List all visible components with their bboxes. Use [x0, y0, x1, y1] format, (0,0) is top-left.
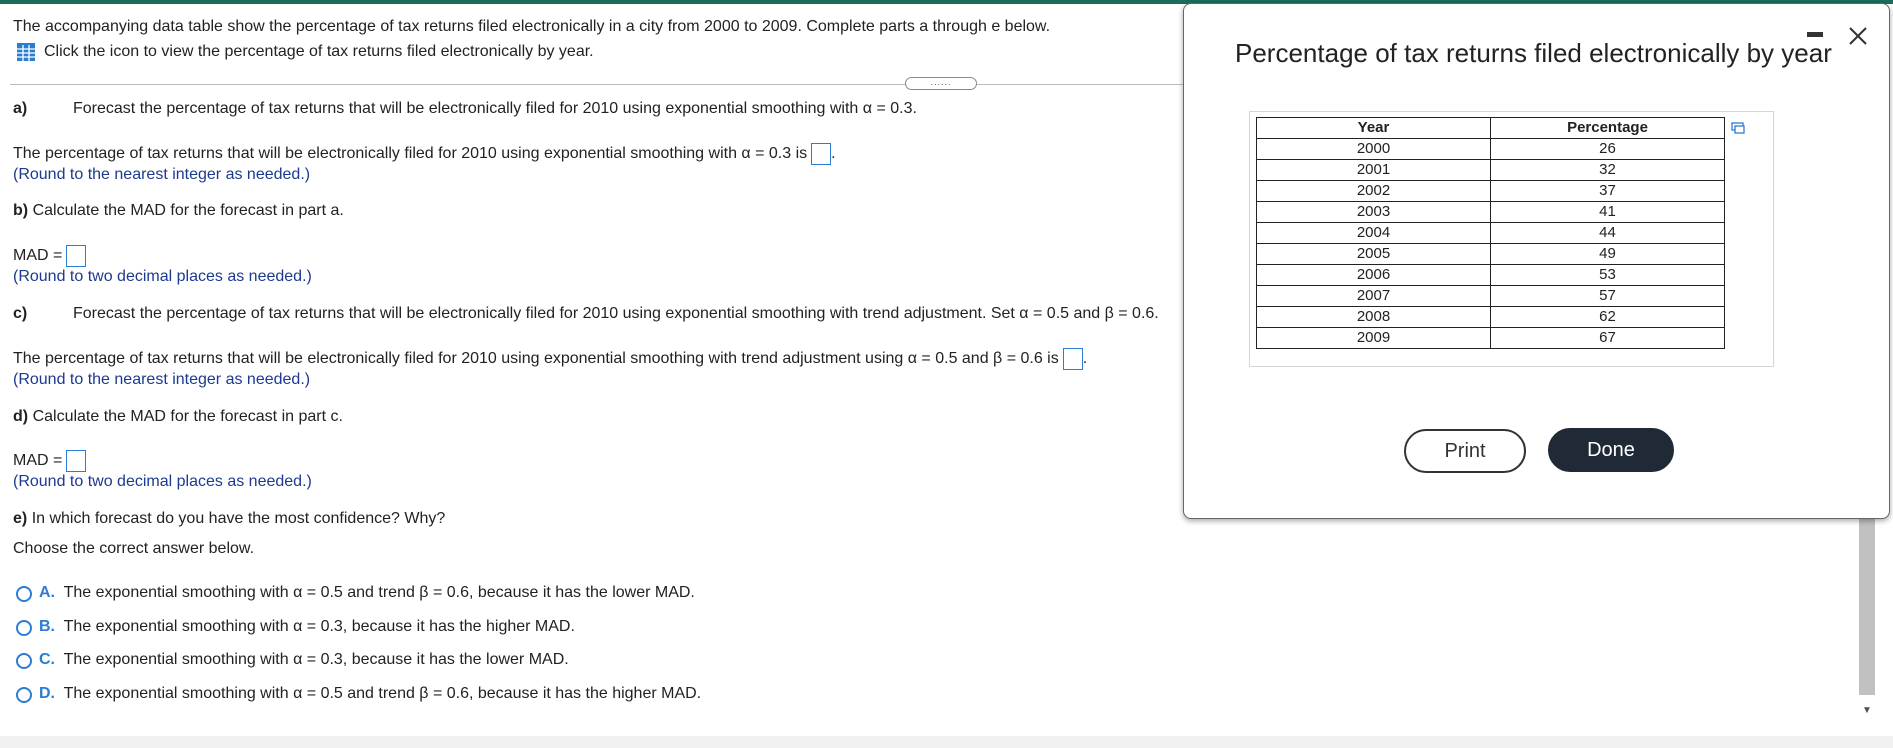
part-b-mad-input[interactable]	[66, 245, 86, 267]
part-b-label: b)	[13, 202, 29, 219]
year-cell: 2004	[1257, 223, 1491, 244]
option-c-radio[interactable]	[16, 653, 32, 669]
table-header-row	[1257, 118, 1725, 139]
part-e-row	[13, 510, 445, 528]
section-divider	[10, 84, 1190, 85]
percentage-cell: 44	[1491, 223, 1725, 244]
part-c-hint: (Round to the nearest integer as needed.)	[13, 371, 311, 388]
option-c-text: The exponential smoothing with α = 0.3, because it has the lower MAD.	[63, 651, 569, 668]
part-c-instruction: Forecast the percentage of tax returns that will be electronically filed for 2010 using exponential smoothing with trend adjustment. Set α = 0.5 and β = 0.6.	[73, 305, 1159, 322]
year-cell: 2009	[1257, 328, 1491, 349]
percentage-cell: 62	[1491, 307, 1725, 328]
percentage-cell: 32	[1491, 160, 1725, 181]
percentage-cell: 37	[1491, 181, 1725, 202]
column-header-percentage: Percentage	[1491, 118, 1725, 139]
part-c-answer-input[interactable]	[1063, 348, 1083, 370]
table-row	[1257, 265, 1725, 286]
option-c-letter: C.	[39, 651, 55, 668]
option-b-text: The exponential smoothing with α = 0.3, because it has the higher MAD.	[63, 618, 575, 635]
option-b-letter: B.	[39, 618, 55, 635]
option-a-radio[interactable]	[16, 586, 32, 602]
option-b[interactable]	[39, 618, 575, 636]
part-b-hint: (Round to two decimal places as needed.)	[13, 268, 312, 285]
percentage-cell: 53	[1491, 265, 1725, 286]
data-table-dialog	[1183, 3, 1890, 519]
divider-drag-handle[interactable]: ......	[905, 77, 977, 90]
table-icon[interactable]	[16, 42, 36, 62]
view-data-link-label[interactable]: Click the icon to view the percentage of tax returns filed electronically by year.	[44, 43, 594, 61]
option-d-letter: D.	[39, 685, 55, 702]
part-b-row	[13, 202, 344, 220]
column-header-year: Year	[1257, 118, 1491, 139]
tax-returns-table	[1256, 117, 1725, 349]
part-c-label: c)	[13, 305, 28, 322]
year-cell: 2001	[1257, 160, 1491, 181]
minimize-icon[interactable]	[1807, 32, 1823, 37]
part-e-label: e)	[13, 510, 28, 527]
copy-table-icon[interactable]	[1731, 122, 1745, 134]
table-row	[1257, 223, 1725, 244]
part-b-instruction: Calculate the MAD for the forecast in part a.	[32, 202, 344, 219]
option-a-letter: A.	[39, 584, 55, 601]
part-a-instruction: Forecast the percentage of tax returns that will be electronically filed for 2010 using exponential smoothing with α = 0.3.	[73, 100, 917, 117]
scrollbar-thumb[interactable]	[1859, 515, 1875, 695]
option-a[interactable]	[39, 584, 695, 602]
part-a-answer-input[interactable]	[811, 143, 831, 165]
year-cell: 2006	[1257, 265, 1491, 286]
part-b-mad-label: MAD =	[13, 247, 63, 265]
option-d-text: The exponential smoothing with α = 0.5 and trend β = 0.6, because it has the higher MAD.	[63, 685, 702, 702]
year-cell: 2000	[1257, 139, 1491, 160]
close-icon[interactable]	[1846, 24, 1870, 48]
option-c[interactable]	[39, 651, 569, 669]
option-b-radio[interactable]	[16, 620, 32, 636]
part-d-mad-input[interactable]	[66, 450, 86, 472]
part-c-period: .	[1082, 350, 1088, 368]
table-row	[1257, 307, 1725, 328]
percentage-cell: 41	[1491, 202, 1725, 223]
option-d-radio[interactable]	[16, 687, 32, 703]
percentage-cell: 57	[1491, 286, 1725, 307]
part-a-hint: (Round to the nearest integer as needed.)	[13, 166, 311, 183]
part-d-mad-row	[13, 450, 86, 472]
table-row	[1257, 139, 1725, 160]
part-d-row	[13, 408, 343, 426]
part-e-instruction: In which forecast do you have the most confidence? Why?	[31, 510, 446, 527]
year-cell: 2003	[1257, 202, 1491, 223]
page-bottom-bar	[0, 736, 1893, 748]
view-data-link[interactable]	[16, 42, 594, 62]
dialog-title: Percentage of tax returns filed electronically by year	[1235, 38, 1832, 68]
year-cell: 2008	[1257, 307, 1491, 328]
table-row	[1257, 202, 1725, 223]
option-d[interactable]	[39, 685, 701, 703]
choose-answer-text: Choose the correct answer below.	[13, 540, 255, 557]
scroll-down-arrow-icon[interactable]: ▼	[1862, 705, 1872, 716]
part-d-label: d)	[13, 408, 29, 425]
table-row	[1257, 181, 1725, 202]
table-row	[1257, 328, 1725, 349]
percentage-cell: 67	[1491, 328, 1725, 349]
part-d-instruction: Calculate the MAD for the forecast in part c.	[32, 408, 343, 425]
year-cell: 2005	[1257, 244, 1491, 265]
percentage-cell: 49	[1491, 244, 1725, 265]
part-a-prompt-row	[13, 143, 836, 165]
part-a-label: a)	[13, 100, 28, 117]
part-c-prompt-row	[13, 348, 1087, 370]
table-row	[1257, 160, 1725, 181]
part-b-mad-row	[13, 245, 86, 267]
year-cell: 2002	[1257, 181, 1491, 202]
percentage-cell: 26	[1491, 139, 1725, 160]
option-a-text: The exponential smoothing with α = 0.5 and trend β = 0.6, because it has the lower MAD.	[63, 584, 695, 601]
part-a-prompt: The percentage of tax returns that will be electronically filed for 2010 using exponential smoothing with α = 0.3 is	[13, 145, 808, 163]
year-cell: 2007	[1257, 286, 1491, 307]
part-d-mad-label: MAD =	[13, 452, 63, 470]
part-c-prompt: The percentage of tax returns that will be electronically filed for 2010 using exponential smoothing with trend adjustment using α = 0.5 and β = 0.6 is	[13, 350, 1059, 368]
done-button[interactable]: Done	[1548, 428, 1674, 472]
intro-text: The accompanying data table show the percentage of tax returns filed electronically in a city from 2000 to 2009. Complete parts a through e below.	[13, 18, 1051, 35]
table-row	[1257, 286, 1725, 307]
table-row	[1257, 244, 1725, 265]
part-a-period: .	[831, 145, 836, 163]
print-button[interactable]: Print	[1404, 429, 1526, 473]
part-d-hint: (Round to two decimal places as needed.)	[13, 473, 312, 490]
